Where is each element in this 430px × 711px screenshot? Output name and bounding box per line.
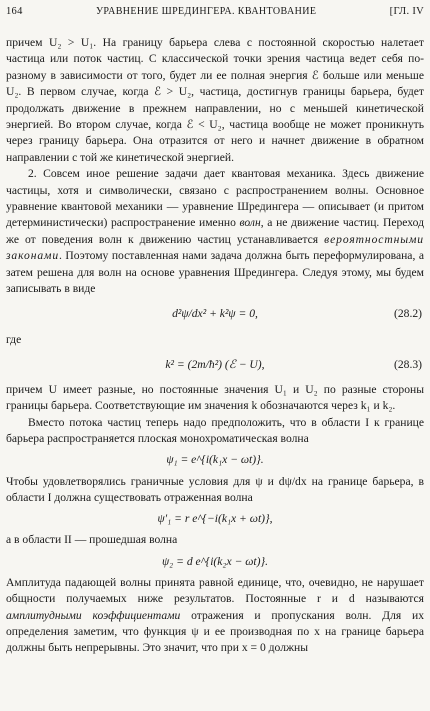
emphasis-probability-laws: вероятностными законами [6,232,424,263]
equation-transmitted-wave [6,552,424,572]
equation-28-3-number: (28.3) [393,357,422,371]
equation-incident-wave-body: ψ₁ = e^{i(k₁x − ωt)}. [166,453,264,467]
equation-28-3-body: k² = (2m/ħ²) (ℰ − U), [165,357,265,371]
page-header [6,4,424,21]
paragraph-6: а в области II — прошедшая волна [6,533,178,547]
emphasis-waves: волн [239,216,261,230]
running-title: УРАВНЕНИЕ ШРЕДИНГЕРА. КВАНТОВАНИЕ [95,6,317,17]
where-label: где [6,332,22,346]
chapter-label: [ГЛ. IV [389,6,424,17]
equation-reflected-wave [6,509,424,529]
equation-reflected-wave-body: ψ′₁ = r e^{−i(k₁x + ωt)}, [157,512,273,526]
equation-transmitted-wave-body: ψ₂ = d e^{i(k₂x − ωt)}. [161,554,269,568]
equation-28-2-body: d²ψ/dx² + k²ψ = 0, [172,307,258,321]
paragraph-1: причем U₂ > U₁. На границу барьера слева с постоянной скоростью налетает частица или поток частиц. С классической точки зрения частица ведет себя по-разному в зависимости от того, будет ли ее полная энергия ℰ больше или меньше U₂. В первом случае, когда ℰ > U₂, частица, достигнув границы барьера, будет продолжать движение в прежнем направлении, но с меньшей кинетической энергией. Во втором случае, когда ℰ < U₂, частица вообще не может проникнуть через границу барьера. Она отразится от него и начнет движение в обратном направлении с той же кинетической энергией. [6,36,424,164]
equation-28-2-number: (28.2) [393,307,422,321]
paragraph-4: Вместо потока частиц теперь надо предположить, что в области I к границе барьера распространяется плоская монохроматическая волна [6,415,424,446]
page-number: 164 [6,6,23,17]
paragraph-3: причем U имеет разные, но постоянные значения U₁ и U₂ по разные стороны границы барьера. Соответствующие им значения k обозначаются через k₁ и k₂. [6,382,424,413]
emphasis-amplitude-coefficients: амплитудными коэффициентами [6,608,181,622]
equation-28-2 [6,301,424,329]
paragraph-7: Амплитуда падающей волны принята равной единице, что, очевидно, не нарушает общности получаемых ниже результатов. Постоянные r и d называются амплитудными коэффициентами отражения и пропускания волн. Для их определения заметим, что функция ψ и ее производная по x на границе барьера должны быть непрерывны. Это значит, что при x = 0 должны [6,575,424,655]
equation-28-3 [6,351,424,379]
paragraph-5: Чтобы удовлетворялись граничные условия для ψ и dψ/dx на границе барьера, в области I должна существовать отраженная волна [6,474,424,504]
paragraph-2: 2. Совсем иное решение задачи дает квантовая механика. Здесь движение частицы, хотя и символически, связано с распространением волны. Основное уравнение квантовой механики — уравнение Шредингера — описывает (и притом детерминистически) распространение именно волн, а не движение частиц. Переход же от поведения волн к движению частиц устанавливается вероятностными законами. Поэтому поставленная нами задача должна быть переформулирована, а затем решена для волн на основе уравнения Шредингера. Следуя этому, мы будем записывать в виде [6,167,424,296]
equation-incident-wave [6,451,424,471]
